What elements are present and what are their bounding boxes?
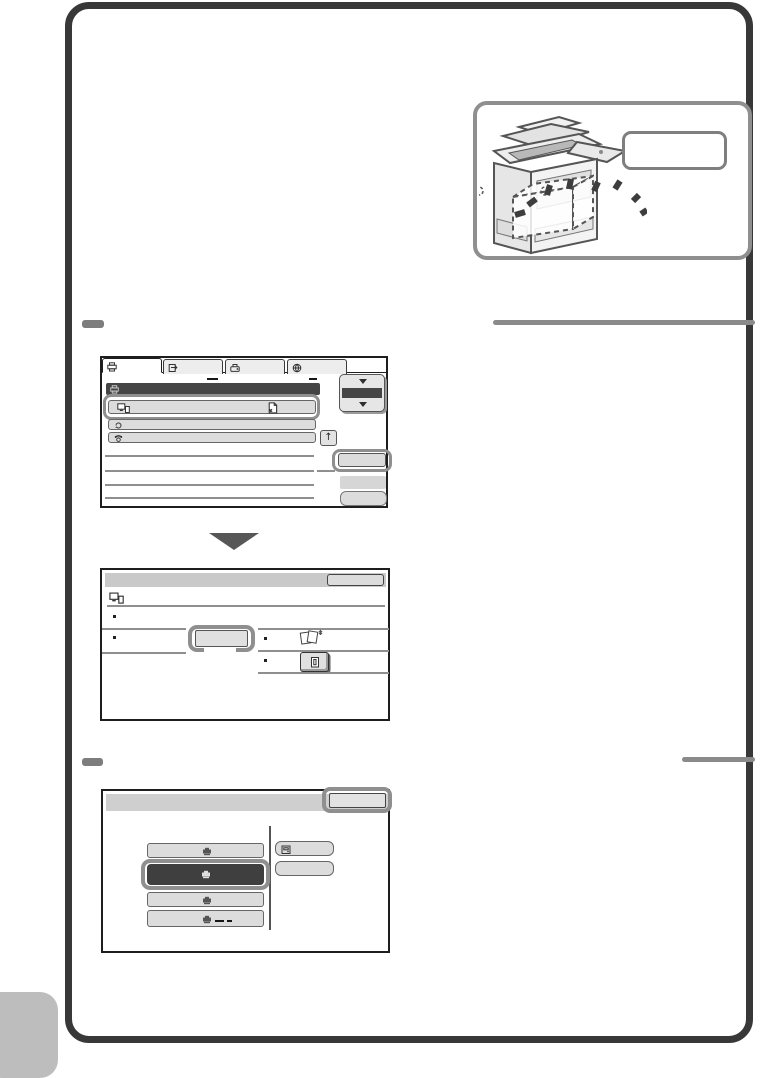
text-remnant	[207, 378, 218, 380]
short-divider-line	[317, 470, 335, 472]
bullet-dot	[113, 615, 116, 618]
empty-list-line	[105, 455, 314, 457]
spooling-icon	[114, 421, 123, 430]
tab-fax-job[interactable]	[225, 359, 285, 374]
title-rule	[107, 605, 385, 607]
section-2-heading-rule	[682, 757, 755, 762]
page-position-indicator[interactable]	[339, 374, 385, 412]
side-option-button[interactable]	[275, 841, 334, 856]
triangle-down-icon	[359, 402, 367, 407]
device-icon	[202, 847, 212, 856]
empty-list-line	[105, 497, 314, 499]
option-button[interactable]	[147, 910, 264, 927]
empty-list-line	[105, 470, 314, 472]
option-button[interactable]	[147, 892, 264, 907]
phone-job-icon	[114, 434, 123, 443]
computer-job-icon	[117, 403, 130, 414]
text-remnant	[227, 920, 232, 922]
job-status-screen	[100, 356, 388, 508]
highlighted-detail-button[interactable]	[195, 630, 248, 647]
computer-print-icon	[109, 592, 124, 605]
tab-scan-to[interactable]	[163, 359, 223, 374]
page-key-button[interactable]	[300, 652, 329, 672]
paper-status-icon	[267, 402, 278, 414]
item-divider	[102, 628, 186, 630]
text-remnant	[309, 378, 317, 380]
empty-list-line	[105, 484, 314, 486]
ring-gap-mask	[204, 647, 236, 653]
device-icon	[202, 915, 212, 924]
bullet-dot	[264, 659, 267, 662]
text-remnant	[215, 920, 224, 922]
header-close-button[interactable]	[327, 574, 384, 586]
printer-icon	[110, 385, 119, 394]
side-button[interactable]	[340, 476, 386, 489]
scroll-up-button[interactable]	[320, 430, 337, 446]
scroll-band	[342, 388, 382, 398]
step-down-arrow-icon	[209, 533, 259, 550]
option-button-selected[interactable]	[147, 864, 264, 885]
item-divider	[258, 672, 389, 674]
section-1-marker	[82, 320, 104, 328]
paper-pages-icon	[298, 628, 325, 647]
job-detail-screen	[100, 568, 390, 721]
page-key-button-icon	[309, 656, 321, 669]
figure-callout-box	[622, 131, 727, 170]
device-icon	[202, 896, 212, 905]
tab-print-job[interactable]	[102, 358, 162, 373]
selection-screen	[101, 789, 390, 953]
chapter-corner-tab	[0, 992, 58, 1078]
bullet-dot	[264, 637, 267, 640]
job-row[interactable]	[108, 419, 316, 430]
document-filing-tab-icon	[168, 363, 178, 373]
up-arrow-glyph: ↑	[324, 432, 333, 443]
side-button[interactable]	[340, 491, 387, 506]
side-option-button[interactable]	[275, 861, 334, 876]
internet-fax-tab-icon	[292, 363, 302, 373]
tab-internet-fax-job[interactable]	[287, 359, 347, 374]
triangle-down-icon	[359, 379, 367, 384]
job-row-selected[interactable]	[108, 400, 316, 414]
section-1-heading-rule	[493, 320, 755, 325]
bullet-dot	[113, 636, 116, 639]
mfp-machine-illustration	[479, 111, 647, 259]
detail-button[interactable]	[338, 453, 386, 467]
item-divider	[102, 652, 186, 654]
section-2-marker	[82, 758, 103, 766]
fax-tab-icon	[230, 363, 240, 373]
header-ok-button[interactable]	[329, 793, 386, 808]
device-icon	[201, 870, 211, 879]
print-tab-icon	[107, 362, 117, 372]
machine-figure-box	[473, 101, 752, 260]
option-button[interactable]	[147, 843, 264, 858]
printer-small-icon	[281, 845, 291, 855]
job-row[interactable]	[108, 432, 316, 443]
